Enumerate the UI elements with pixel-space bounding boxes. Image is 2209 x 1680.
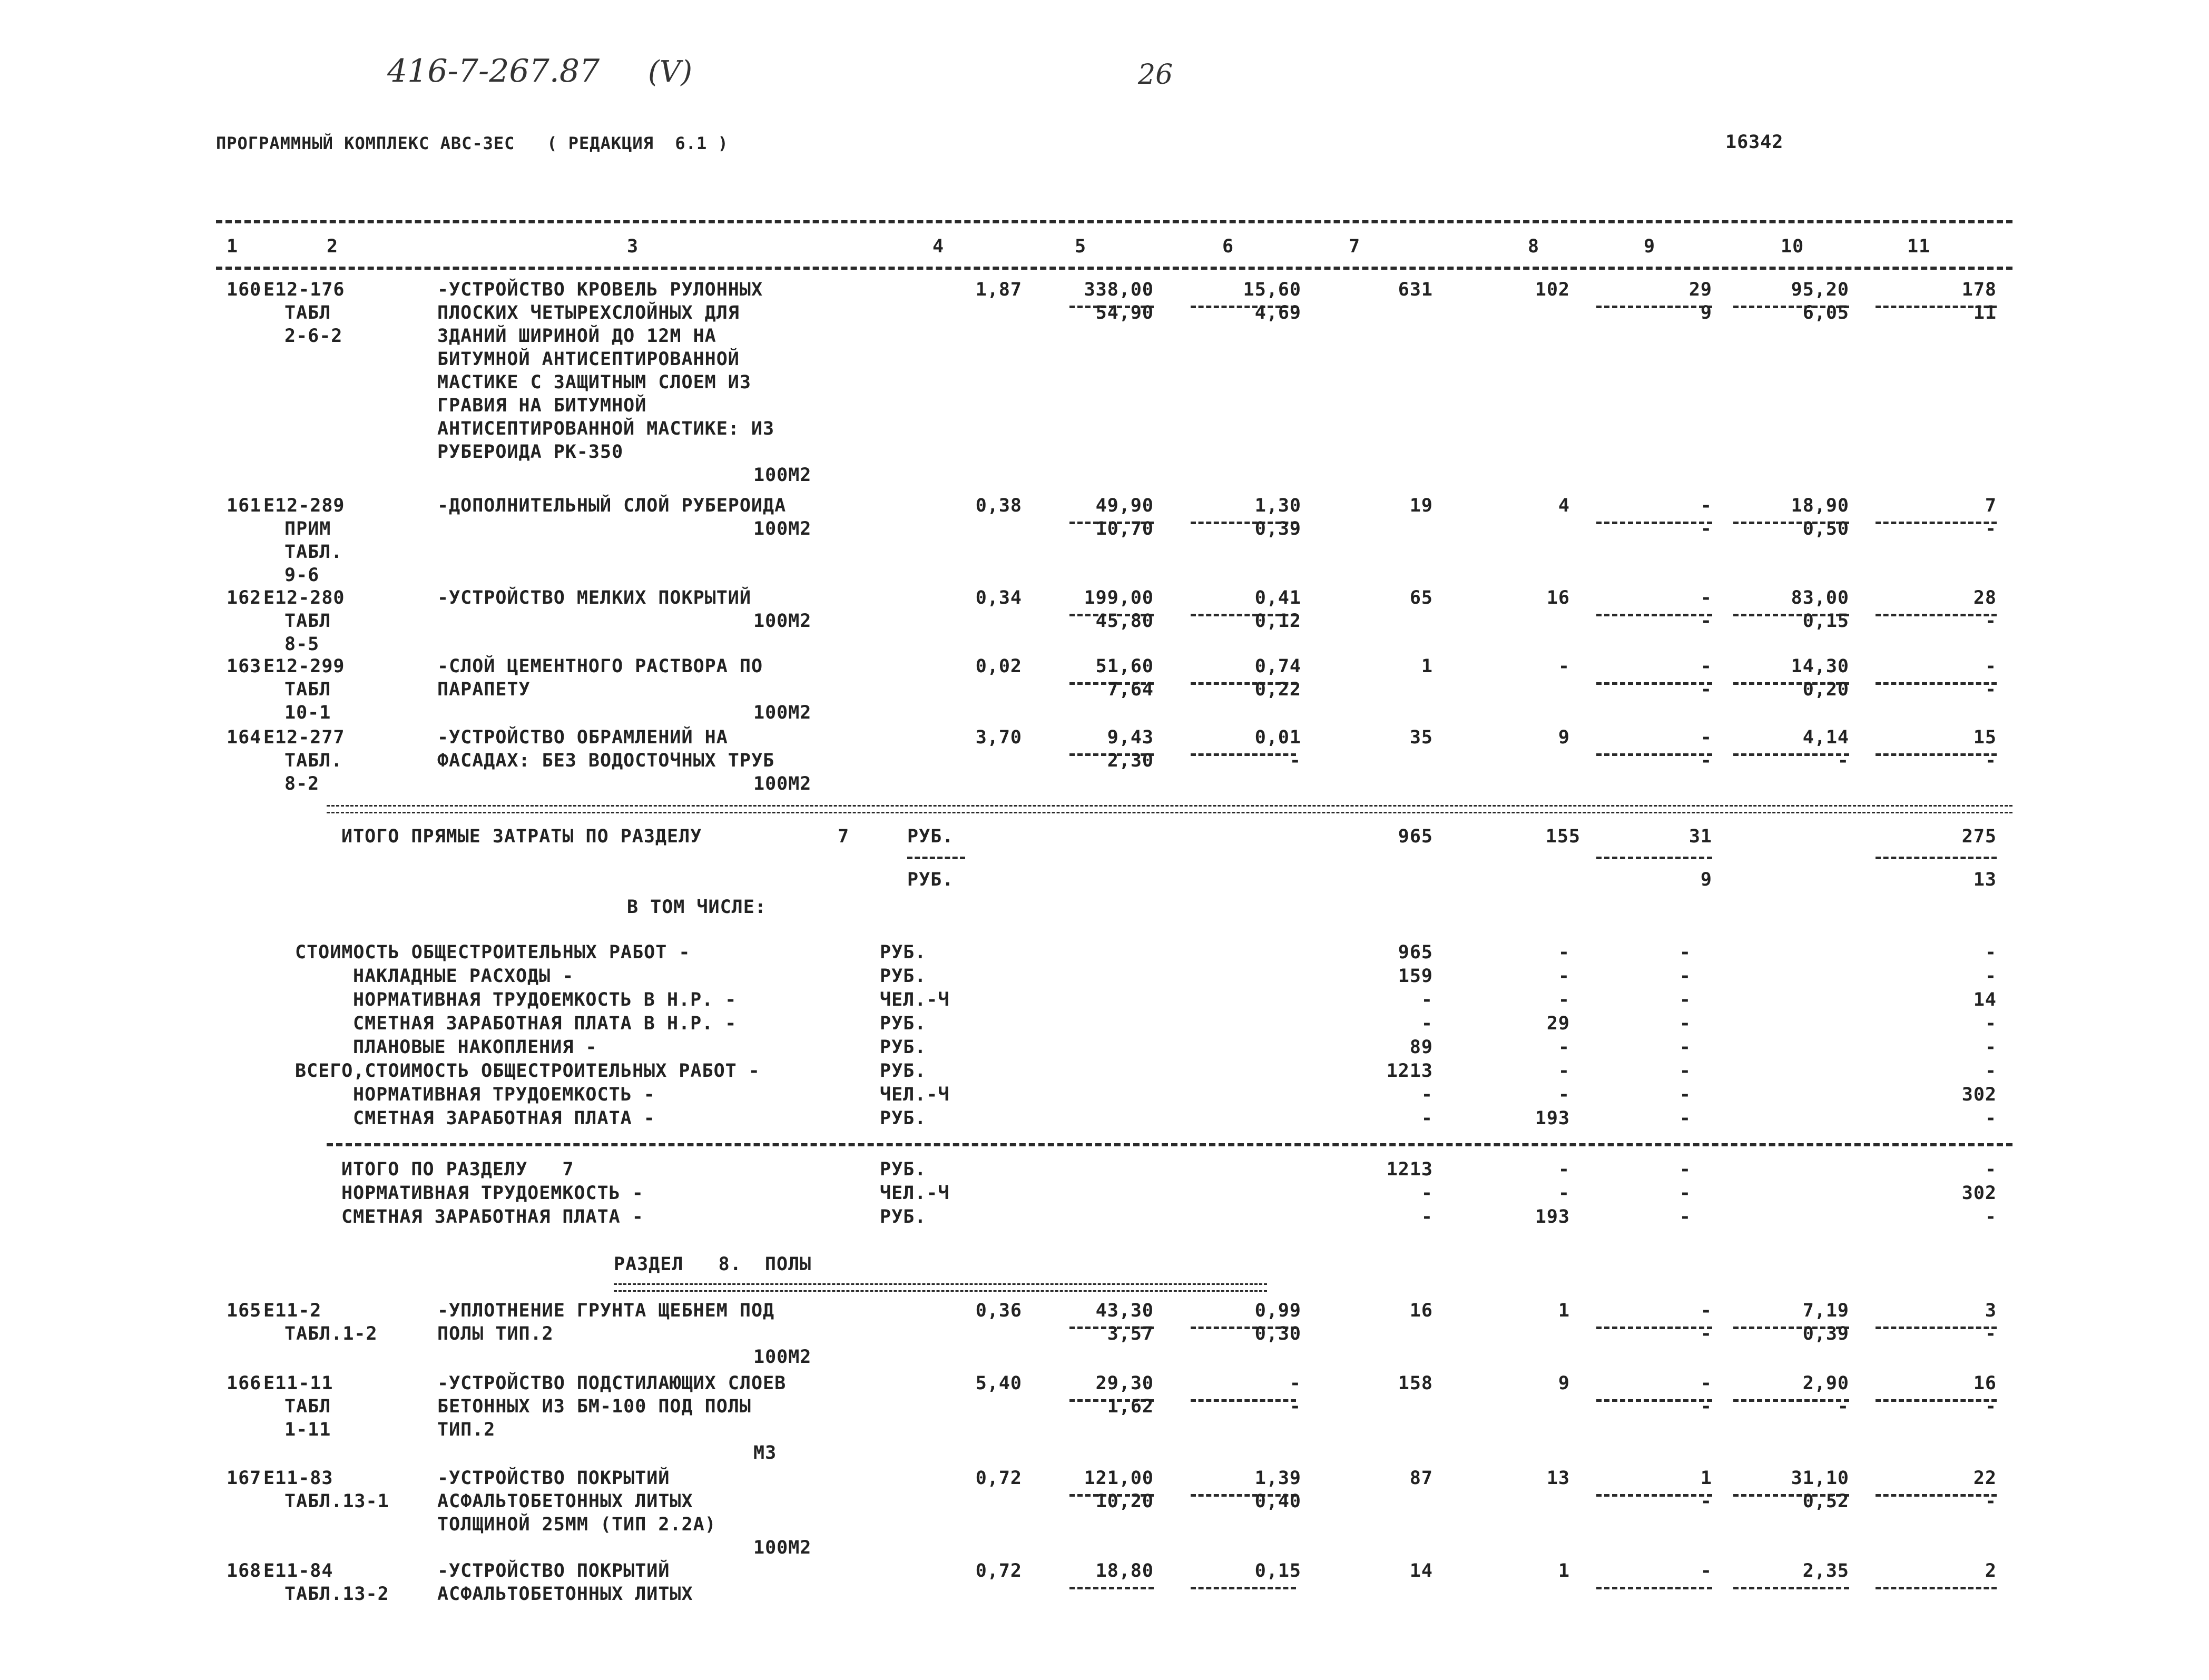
row-quantity: 0,34 [975, 587, 1022, 608]
row-code-extra: ТАБЛ [284, 1396, 331, 1417]
row-number: 166 [227, 1373, 262, 1394]
summary-col7: 89 [1409, 1037, 1433, 1058]
summary-col8: 29 [1546, 1013, 1570, 1034]
volume-mark: (V) [648, 55, 693, 89]
row-col9: - [1700, 1373, 1712, 1394]
row-code-extra: ТАБЛ [284, 611, 331, 632]
row-col9: - [1700, 727, 1712, 748]
row-code-extra: ТАБЛ [284, 679, 331, 700]
summary-col11: 14 [1973, 989, 1997, 1010]
row-col6: 1,30 [1254, 495, 1301, 516]
row-subrule [1733, 1587, 1849, 1589]
row-col8: 102 [1535, 279, 1570, 300]
program-name: ПРОГРАММНЫЙ КОМПЛЕКС АВС-3ЕС ( РЕДАКЦИЯ 6.1 ) [216, 133, 729, 153]
row-price: 51,60 [1095, 656, 1154, 677]
row-price-sub: 45,80 [1095, 611, 1154, 632]
summary-col7: - [1421, 1084, 1433, 1105]
summary-label: ВСЕГО,СТОИМОСТЬ ОБЩЕСТРОИТЕЛЬНЫХ РАБОТ - [295, 1060, 760, 1082]
row-col7: 1 [1421, 656, 1433, 677]
row-col6-sub: - [1289, 750, 1301, 771]
row-col6-sub: 0,12 [1254, 611, 1301, 632]
total-label: ИТОГО ПО РАЗДЕЛУ 7 [341, 1159, 574, 1180]
section7-total-c9: 31 [1688, 826, 1712, 847]
total-col9: - [1679, 1206, 1691, 1227]
section7-total-c7: 965 [1398, 826, 1433, 847]
total-col7: - [1421, 1206, 1433, 1227]
row-col11: 7 [1985, 495, 1997, 516]
summary-col11: - [1985, 942, 1997, 963]
row-code: Е11-83 [263, 1468, 333, 1489]
row-col6: 0,41 [1254, 587, 1301, 608]
row-col10-sub: 0,52 [1802, 1491, 1849, 1512]
total-label: СМЕТНАЯ ЗАРАБОТНАЯ ПЛАТА - [341, 1206, 644, 1227]
total-col8: 193 [1535, 1206, 1570, 1227]
row-col6-sub: 0,40 [1254, 1491, 1301, 1512]
row-col7: 35 [1409, 727, 1433, 748]
row-col6: 0,99 [1254, 1300, 1301, 1321]
column-header-10: 10 [1781, 236, 1804, 257]
total-col7: - [1421, 1183, 1433, 1204]
row-description: ПЛОСКИХ ЧЕТЫРЕХСЛОЙНЫХ ДЛЯ [437, 302, 740, 323]
row-col7: 158 [1398, 1373, 1433, 1394]
row-number: 163 [227, 656, 262, 677]
row-description: АСФАЛЬТОБЕТОННЫХ ЛИТЫХ [437, 1491, 693, 1512]
total-col7: 1213 [1386, 1159, 1433, 1180]
summary-col9: - [1679, 1060, 1691, 1082]
row-description: ЗДАНИЙ ШИРИНОЙ ДО 12М НА [437, 326, 716, 347]
header-top-rule [216, 220, 2012, 223]
row-col9-sub: - [1700, 750, 1712, 771]
row-col9-sub: - [1700, 679, 1712, 700]
summary-col11: - [1985, 966, 1997, 987]
row-col9: - [1700, 495, 1712, 516]
column-header-3: 3 [627, 236, 639, 257]
row-code: Е12-299 [263, 656, 345, 677]
row-col10-sub: 0,20 [1802, 679, 1849, 700]
row-unit: 100М2 [753, 611, 812, 632]
column-header-8: 8 [1528, 236, 1540, 257]
column-header-9: 9 [1644, 236, 1656, 257]
row-col10-sub: - [1837, 1396, 1849, 1417]
row-code-extra: ТАБЛ. [284, 542, 343, 563]
total-col8: - [1558, 1183, 1570, 1204]
row-number: 165 [227, 1300, 262, 1321]
summary-col8: - [1558, 1060, 1570, 1082]
row-col6: 0,74 [1254, 656, 1301, 677]
summary-col7: 159 [1398, 966, 1433, 987]
row-col9: - [1700, 1300, 1712, 1321]
row-quantity: 3,70 [975, 727, 1022, 748]
summary-col11: 302 [1961, 1084, 1997, 1105]
row-col10: 7,19 [1802, 1300, 1849, 1321]
row-col6: 0,01 [1254, 727, 1301, 748]
summary-col11: - [1985, 1060, 1997, 1082]
summary-col9: - [1679, 1108, 1691, 1129]
summary-label: СМЕТНАЯ ЗАРАБОТНАЯ ПЛАТА - [353, 1108, 655, 1129]
column-header-11: 11 [1907, 236, 1931, 257]
row-col9-sub: 9 [1700, 302, 1712, 323]
summary-col9: - [1679, 1084, 1691, 1105]
unit-sub-rule [907, 857, 965, 859]
row-price-sub: 1,62 [1107, 1396, 1154, 1417]
column-header-4: 4 [932, 236, 945, 257]
summary-unit: РУБ. [880, 1060, 927, 1082]
row-col11-sub: - [1985, 1396, 1997, 1417]
summary-label: СТОИМОСТЬ ОБЩЕСТРОИТЕЛЬНЫХ РАБОТ - [295, 942, 691, 963]
summary-unit: ЧЕЛ.-Ч [880, 989, 950, 1010]
row-unit: 100М2 [753, 1347, 812, 1368]
row-col11: 28 [1973, 587, 1997, 608]
row-quantity: 0,72 [975, 1468, 1022, 1489]
summary-col9: - [1679, 942, 1691, 963]
row-col11-sub: - [1985, 611, 1997, 632]
row-col6: - [1289, 1373, 1301, 1394]
row-number: 160 [227, 279, 262, 300]
row-code-extra: ТАБЛ.13-1 [284, 1491, 389, 1512]
row-quantity: 1,87 [975, 279, 1022, 300]
row-col11: 22 [1973, 1468, 1997, 1489]
summary-rule [327, 1143, 2012, 1146]
row-col7: 19 [1409, 495, 1433, 516]
row-code: Е11-11 [263, 1373, 333, 1394]
row-code: Е12-280 [263, 587, 345, 608]
total-unit: ЧЕЛ.-Ч [880, 1183, 950, 1204]
row-col7: 16 [1409, 1300, 1433, 1321]
summary-unit: РУБ. [880, 966, 927, 987]
row-col9-sub: - [1700, 1323, 1712, 1344]
row-price-sub: 2,30 [1107, 750, 1154, 771]
row-description: -УСТРОЙСТВО ПОКРЫТИЙ [437, 1560, 670, 1581]
row-col9: 1 [1700, 1468, 1712, 1489]
summary-col9: - [1679, 989, 1691, 1010]
row-code-extra: ТАБЛ. [284, 750, 343, 771]
summary-unit: РУБ. [880, 1013, 927, 1034]
summary-col9: - [1679, 1037, 1691, 1058]
summary-col7: - [1421, 1013, 1433, 1034]
row-price: 18,80 [1095, 1560, 1154, 1581]
row-subrule [1876, 1587, 1997, 1589]
row-col11: 16 [1973, 1373, 1997, 1394]
total-col11: 302 [1961, 1183, 1997, 1204]
total-col9: - [1679, 1183, 1691, 1204]
row-col8: 1 [1558, 1560, 1570, 1581]
row-col8: 13 [1546, 1468, 1570, 1489]
row-col8: 1 [1558, 1300, 1570, 1321]
row-col10-sub: 0,39 [1802, 1323, 1849, 1344]
row-unit: 100М2 [753, 465, 812, 486]
row-col7: 65 [1409, 587, 1433, 608]
section7-total-c11b: 13 [1973, 869, 1997, 890]
summary-col8: - [1558, 966, 1570, 987]
row-col10-sub: - [1837, 750, 1849, 771]
row-col10: 18,90 [1791, 495, 1849, 516]
total-col9: - [1679, 1159, 1691, 1180]
row-number: 162 [227, 587, 262, 608]
row-description: ПАРАПЕТУ [437, 679, 531, 700]
row-col8: 9 [1558, 1373, 1570, 1394]
row-subrule [1596, 1587, 1712, 1589]
row-description: -УСТРОЙСТВО ПОКРЫТИЙ [437, 1468, 670, 1489]
row-price: 121,00 [1084, 1468, 1154, 1489]
summary-label: СМЕТНАЯ ЗАРАБОТНАЯ ПЛАТА В Н.Р. - [353, 1013, 737, 1034]
row-code: Е12-277 [263, 727, 345, 748]
row-col7: 14 [1409, 1560, 1433, 1581]
summary-col8: - [1558, 942, 1570, 963]
row-description: -УСТРОЙСТВО ПОДСТИЛАЮЩИХ СЛОЕВ [437, 1373, 787, 1394]
summary-col8: - [1558, 1037, 1570, 1058]
section7-double-rule [327, 805, 2012, 813]
row-col9: 29 [1688, 279, 1712, 300]
summary-col7: - [1421, 989, 1433, 1010]
summary-unit: РУБ. [880, 1108, 927, 1129]
row-price-sub: 10,20 [1095, 1491, 1154, 1512]
row-col9-sub: - [1700, 518, 1712, 539]
row-col10: 2,35 [1802, 1560, 1849, 1581]
row-col11-sub: - [1985, 1491, 1997, 1512]
row-col11: 15 [1973, 727, 1997, 748]
row-description: МАСТИКЕ С ЗАЩИТНЫМ СЛОЕМ ИЗ [437, 372, 751, 393]
row-col7: 87 [1409, 1468, 1433, 1489]
column-header-2: 2 [327, 236, 339, 257]
row-code-extra: 9-6 [284, 565, 320, 586]
row-description: -УСТРОЙСТВО ОБРАМЛЕНИЙ НА [437, 727, 728, 748]
row-number: 168 [227, 1560, 262, 1581]
row-description: ГРАВИЯ НА БИТУМНОЙ [437, 395, 647, 416]
row-col6: 1,39 [1254, 1468, 1301, 1489]
row-code-extra: 1-11 [284, 1419, 331, 1440]
total-unit: РУБ. [880, 1206, 927, 1227]
summary-label: НОРМАТИВНАЯ ТРУДОЕМКОСТЬ В Н.Р. - [353, 989, 737, 1010]
row-col11: 178 [1961, 279, 1997, 300]
row-description: ТИП.2 [437, 1419, 496, 1440]
row-col9-sub: - [1700, 1396, 1712, 1417]
row-price: 338,00 [1084, 279, 1154, 300]
section7-total-c8: 155 [1545, 826, 1580, 847]
section7-total-c11: 275 [1961, 826, 1997, 847]
row-col10: 4,14 [1802, 727, 1849, 748]
section8-title-rule [614, 1283, 1267, 1292]
row-description: ТОЛЩИНОЙ 25ММ (ТИП 2.2А) [437, 1514, 716, 1535]
column-header-5: 5 [1075, 236, 1087, 257]
row-col10: 83,00 [1791, 587, 1849, 608]
row-price: 43,30 [1095, 1300, 1154, 1321]
c9-sub-rule [1596, 857, 1712, 859]
row-col10: 14,30 [1791, 656, 1849, 677]
row-code-extra: ТАБЛ.1-2 [284, 1323, 378, 1344]
row-price-sub: 7,64 [1107, 679, 1154, 700]
summary-unit: РУБ. [880, 942, 927, 963]
page-number: 26 [1138, 59, 1173, 91]
column-header-1: 1 [227, 236, 239, 257]
row-code: Е11-2 [263, 1300, 322, 1321]
row-col11-sub: - [1985, 518, 1997, 539]
row-description: -УПЛОТНЕНИЕ ГРУНТА ЩЕБНЕМ ПОД [437, 1300, 775, 1321]
row-col8: - [1558, 656, 1570, 677]
row-col8: 9 [1558, 727, 1570, 748]
row-code-extra: 2-6-2 [284, 326, 343, 347]
row-code: Е12-176 [263, 279, 345, 300]
row-description: АСФАЛЬТОБЕТОННЫХ ЛИТЫХ [437, 1584, 693, 1605]
row-code: Е12-289 [263, 495, 345, 516]
row-col10: 95,20 [1791, 279, 1849, 300]
section7-total-unit: РУБ. [907, 826, 954, 847]
row-subrule [1191, 1587, 1296, 1589]
row-price-sub: 3,57 [1107, 1323, 1154, 1344]
summary-col7: 965 [1398, 942, 1433, 963]
row-subrule [1069, 1587, 1154, 1589]
row-code: Е11-84 [263, 1560, 333, 1581]
row-col11-sub: - [1985, 679, 1997, 700]
summary-label: НАКЛАДНЫЕ РАСХОДЫ - [353, 966, 574, 987]
row-description: -СЛОЙ ЦЕМЕНТНОГО РАСТВОРА ПО [437, 656, 763, 677]
row-code-extra: 8-5 [284, 634, 320, 655]
summary-col8: - [1558, 989, 1570, 1010]
summary-label: НОРМАТИВНАЯ ТРУДОЕМКОСТЬ - [353, 1084, 655, 1105]
row-col8: 16 [1546, 587, 1570, 608]
row-unit: 100М2 [753, 518, 812, 539]
row-price: 49,90 [1095, 495, 1154, 516]
summary-col11: - [1985, 1013, 1997, 1034]
row-col11-sub: - [1985, 750, 1997, 771]
row-col6-sub: 0,22 [1254, 679, 1301, 700]
row-col11-sub: 11 [1973, 302, 1997, 323]
row-col10-sub: 0,15 [1802, 611, 1849, 632]
row-col6: 0,15 [1254, 1560, 1301, 1581]
row-description: -УСТРОЙСТВО МЕЛКИХ ПОКРЫТИЙ [437, 587, 751, 608]
row-col11-sub: - [1985, 1323, 1997, 1344]
row-unit: 100М2 [753, 702, 812, 723]
row-description: РУБЕРОИДА РК-350 [437, 441, 624, 463]
summary-col7: 1213 [1386, 1060, 1433, 1082]
row-col6-sub: 0,39 [1254, 518, 1301, 539]
row-col6-sub: 0,30 [1254, 1323, 1301, 1344]
row-description: БИТУМНОЙ АНТИСЕПТИРОВАННОЙ [437, 349, 740, 370]
row-col10-sub: 0,50 [1802, 518, 1849, 539]
row-col9: - [1700, 1560, 1712, 1581]
row-unit: 100М2 [753, 773, 812, 794]
row-description: ФАСАДАХ: БЕЗ ВОДОСТОЧНЫХ ТРУБ [437, 750, 775, 771]
row-code-extra: 8-2 [284, 773, 320, 794]
header-bottom-rule [216, 267, 2012, 270]
row-description: БЕТОННЫХ ИЗ БМ-100 ПОД ПОЛЫ [437, 1396, 751, 1417]
summary-unit: РУБ. [880, 1037, 927, 1058]
summary-col9: - [1679, 1013, 1691, 1034]
in-that-label: В ТОМ ЧИСЛЕ: [627, 897, 767, 918]
summary-col11: - [1985, 1037, 1997, 1058]
row-price-sub: 54,90 [1095, 302, 1154, 323]
section7-total-c9b: 9 [1700, 869, 1712, 890]
row-quantity: 0,72 [975, 1560, 1022, 1581]
section7-total-unit2: РУБ. [907, 869, 954, 890]
row-number: 164 [227, 727, 262, 748]
section7-total-label: ИТОГО ПРЯМЫЕ ЗАТРАТЫ ПО РАЗДЕЛУ [341, 826, 702, 847]
row-quantity: 0,02 [975, 656, 1022, 677]
row-quantity: 5,40 [975, 1373, 1022, 1394]
row-number: 161 [227, 495, 262, 516]
total-unit: РУБ. [880, 1159, 927, 1180]
total-col11: - [1985, 1159, 1997, 1180]
summary-col9: - [1679, 966, 1691, 987]
summary-col8: 193 [1535, 1108, 1570, 1129]
summary-col7: - [1421, 1108, 1433, 1129]
row-description: -УСТРОЙСТВО КРОВЕЛЬ РУЛОННЫХ [437, 279, 763, 300]
row-unit: М3 [753, 1442, 777, 1463]
row-col11: 3 [1985, 1300, 1997, 1321]
column-header-6: 6 [1222, 236, 1234, 257]
row-price: 9,43 [1107, 727, 1154, 748]
row-col11: - [1985, 656, 1997, 677]
row-col9: - [1700, 656, 1712, 677]
summary-unit: ЧЕЛ.-Ч [880, 1084, 950, 1105]
row-col6-sub: - [1289, 1396, 1301, 1417]
row-col9-sub: - [1700, 1491, 1712, 1512]
row-col10-sub: 6,05 [1802, 302, 1849, 323]
total-col11: - [1985, 1206, 1997, 1227]
row-description: -ДОПОЛНИТЕЛЬНЫЙ СЛОЙ РУБЕРОИДА [437, 495, 787, 516]
row-code-extra: ТАБЛ.13-2 [284, 1584, 389, 1605]
row-col11: 2 [1985, 1560, 1997, 1581]
row-price: 29,30 [1095, 1373, 1154, 1394]
summary-col11: - [1985, 1108, 1997, 1129]
section8-title: РАЗДЕЛ 8. ПОЛЫ [614, 1254, 812, 1275]
row-col10: 31,10 [1791, 1468, 1849, 1489]
sheet-number: 16342 [1725, 132, 1784, 153]
row-col10: 2,90 [1802, 1373, 1849, 1394]
row-code-extra: ПРИМ [284, 518, 331, 539]
summary-label: ПЛАНОВЫЕ НАКОПЛЕНИЯ - [353, 1037, 597, 1058]
row-description: АНТИСЕПТИРОВАННОЙ МАСТИКЕ: ИЗ [437, 418, 775, 439]
row-quantity: 0,38 [975, 495, 1022, 516]
summary-col8: - [1558, 1084, 1570, 1105]
row-col7: 631 [1398, 279, 1433, 300]
row-quantity: 0,36 [975, 1300, 1022, 1321]
row-col6: 15,60 [1243, 279, 1301, 300]
row-unit: 100М2 [753, 1537, 812, 1558]
c11-sub-rule [1876, 857, 1997, 859]
row-code-extra: 10-1 [284, 702, 331, 723]
row-col8: 4 [1558, 495, 1570, 516]
row-price-sub: 10,70 [1095, 518, 1154, 539]
row-col9: - [1700, 587, 1712, 608]
total-label: НОРМАТИВНАЯ ТРУДОЕМКОСТЬ - [341, 1183, 644, 1204]
total-col8: - [1558, 1159, 1570, 1180]
row-description: ПОЛЫ ТИП.2 [437, 1323, 554, 1344]
row-number: 167 [227, 1468, 262, 1489]
doc-code: 416-7-267.87 [387, 53, 600, 90]
column-header-7: 7 [1349, 236, 1361, 257]
row-col9-sub: - [1700, 611, 1712, 632]
row-price: 199,00 [1084, 587, 1154, 608]
row-code-extra: ТАБЛ [284, 302, 331, 323]
row-col6-sub: 4,69 [1254, 302, 1301, 323]
section7-total-number: 7 [838, 826, 850, 847]
